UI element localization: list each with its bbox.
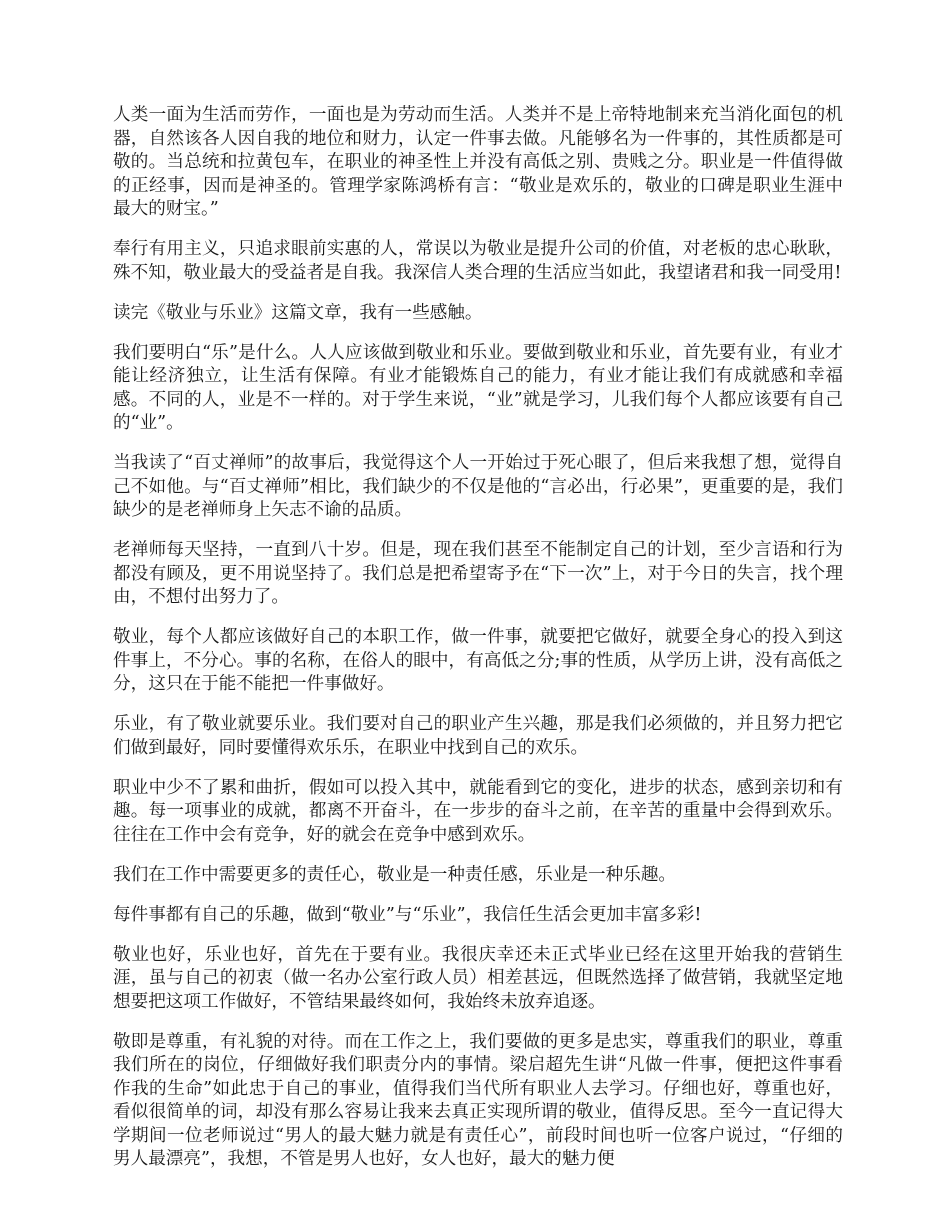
paragraph: 老禅师每天坚持，一直到八十岁。但是，现在我们甚至不能制定自己的计划，至少言语和行为都没有顾及，更不用说坚持了。我们总是把希望寄予在“下一次”上，对于今日的失言，找个理由，不想付出努力了。 (113, 540, 843, 607)
paragraph: 读完《敬业与乐业》这篇文章，我有一些感触。 (113, 302, 483, 323)
paragraph: 我们要明白“乐”是什么。人人应该做到敬业和乐业。要做到敬业和乐业，首先要有业，有业才能让经济独立，让生活有保障。有业才能锻炼自己的能力，有业才能让我们有成就感和幸福感。不同的人，业是不一样的。对于学生来说，“业”就是学习，儿我们每个人都应该要有自己的“业”。 (113, 342, 843, 433)
paragraph: 敬即是尊重，有礼貌的对待。而在工作之上，我们要做的更多是忠实，尊重我们的职业，尊重我们所在的岗位，仔细做好我们职责分内的事情。梁启超先生讲“凡做一件事，便把这件事看作我的生命”如此忠于自己的事业，值得我们当代所有职业人去学习。仔细也好，尊重也好，看似很简单的词，却没有那么容易让我来去真正实现所谓的敬业，值得反思。至今一直记得大学期间一位老师说过“男人的最大魅力就是有责任心”，前段时间也听一位客户说过，“仔细的男人最漂亮”，我想，不管是男人也好，女人也好，最大的魅力便 (113, 1031, 843, 1169)
paragraph: 人类一面为生活而劳作，一面也是为劳动而生活。人类并不是上帝特地制来充当消化面包的机器，自然该各人因自我的地位和财力，认定一件事去做。凡能够名为一件事的，其性质都是可敬的。当总统和拉黄包车，在职业的神圣性上并没有高低之别、贵贱之分。职业是一件值得做的正经事，因而是神圣的。管理学家陈鸿桥有言：“敬业是欢乐的，敬业的口碑是职业生涯中最大的财宝。” (113, 105, 843, 219)
paragraph: 敬业，每个人都应该做好自己的本职工作，做一件事，就要把它做好，就要全身心的投入到这件事上，不分心。事的名称，在俗人的眼中，有高低之分;事的性质，从学历上讲，没有高低之分，这只在于能不能把一件事做好。 (113, 627, 843, 694)
paragraph: 职业中少不了累和曲折，假如可以投入其中，就能看到它的变化，进步的状态，感到亲切和有趣。每一项事业的成就，都离不开奋斗，在一步步的奋斗之前，在辛苦的重量中会得到欢乐。往往在工作中会有竞争，好的就会在竞争中感到欢乐。 (113, 777, 843, 845)
paragraph: 奉行有用主义，只追求眼前实惠的人，常误以为敬业是提升公司的价值，对老板的忠心耿耿，殊不知，敬业最大的受益者是自我。我深信人类合理的生活应当如此，我望诸君和我一同受用! (113, 239, 843, 283)
paragraph: 每件事都有自己的乐趣，做到“敬业”与“乐业”，我信任生活会更加丰富多彩! (113, 904, 702, 925)
document-body (113, 104, 843, 1188)
paragraph: 当我读了“百丈禅师”的故事后，我觉得这个人一开始过于死心眼了，但后来我想了想，觉得自己不如他。与“百丈禅师”相比，我们缺少的不仅是他的“言必出，行必果”，更重要的是，我们缺少的是老禅师身上矢志不谕的品质。 (113, 453, 843, 520)
paragraph: 我们在工作中需要更多的责任心，敬业是一种责任感，乐业是一种乐趣。 (113, 864, 677, 885)
paragraph: 乐业，有了敬业就要乐业。我们要对自己的职业产生兴趣，那是我们必须做的，并且努力把它们做到最好，同时要懂得欢乐乐，在职业中找到自己的欢乐。 (113, 714, 843, 758)
paragraph: 敬业也好，乐业也好，首先在于要有业。我很庆幸还未正式毕业已经在这里开始我的营销生涯，虽与自己的初衷（做一名办公室行政人员）相差甚远，但既然选择了做营销，我就坚定地想要把这项工作做好，不管结果最终如何，我始终未放弃追逐。 (113, 944, 843, 1012)
